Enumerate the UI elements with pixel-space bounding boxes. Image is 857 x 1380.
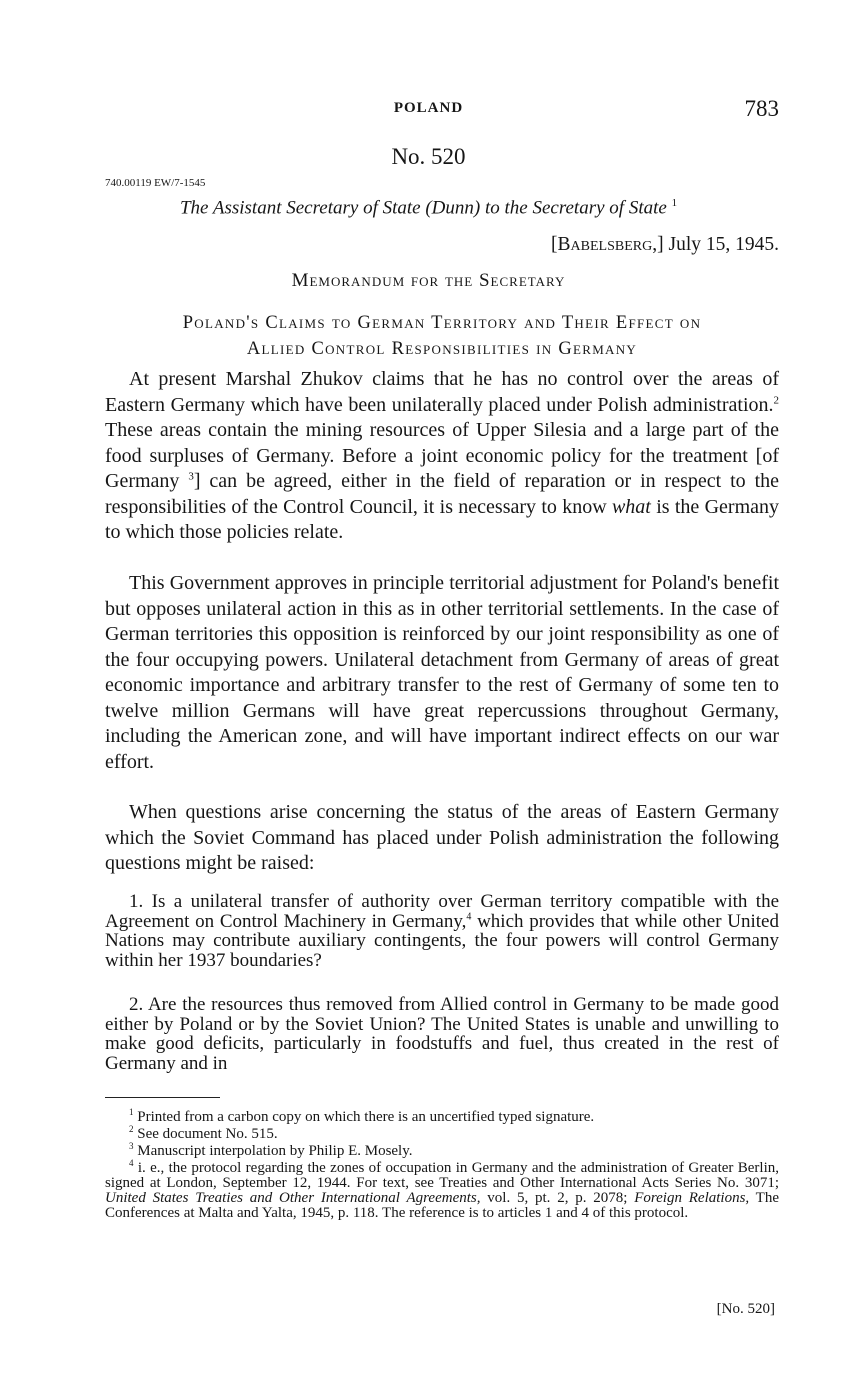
footnote-ref-2: 2 xyxy=(773,393,779,406)
footnote-4-text-a: i. e., the protocol regarding the zones of occupation in Germany and the administration of Greater Berlin, signed at London, September 12, 1944. For text, see Treaties and Other International Acts Series No. 3071; xyxy=(105,1160,779,1191)
footnote-ref-4: 4 xyxy=(466,911,472,923)
paragraph-1-emphasis: what xyxy=(611,495,651,518)
file-number: 740.00119 EW/7-1545 xyxy=(105,177,206,189)
author-line-text: The Assistant Secretary of State (Dunn) to the Secretary of State xyxy=(179,197,667,219)
footnote-1-mark: 1 xyxy=(129,1107,134,1117)
footnote-4-text-c: The Conferences at Malta and Yalta, 1945, p. 118. The reference is to articles 1 and 4 of this protocol. xyxy=(105,1190,779,1221)
paragraph-1 xyxy=(105,367,779,546)
question-1-text-a: 1. Is a unilateral transfer of authority over German territory compatible with the Agreement on Control Machinery in Germany, xyxy=(105,891,779,932)
footnote-2-mark: 2 xyxy=(129,1124,134,1134)
date: July 15, 1945. xyxy=(663,234,779,255)
footnote-3-mark: 3 xyxy=(129,1141,134,1151)
footnote-4-text-b: vol. 5, pt. 2, p. 2078; xyxy=(480,1190,635,1206)
footnote-2-text: See document No. 515. xyxy=(133,1126,278,1142)
document-number: No. 520 xyxy=(391,144,466,169)
footnote-4-italic-2: Foreign Relations, xyxy=(634,1190,750,1206)
footnote-3-text: Manuscript interpolation by Philip E. Mosely. xyxy=(133,1143,413,1159)
footnote-ref-3: 3 xyxy=(188,470,194,483)
footnote-4-mark: 4 xyxy=(129,1158,134,1168)
date-line xyxy=(551,234,779,256)
author-line xyxy=(0,197,857,219)
footnote-3 xyxy=(105,1141,779,1159)
memo-heading: Memorandum for the Secretary xyxy=(291,270,566,291)
footer-document-ref: [No. 520] xyxy=(716,1301,775,1317)
footnote-ref-1: 1 xyxy=(671,197,678,209)
paragraph-1-text-a: At present Marshal Zhukov claims that he has no control over the areas of Eastern Germany which have been unilaterally placed under Polish administration. xyxy=(105,368,779,416)
paragraph-3: When questions arise concerning the status of the areas of Eastern Germany which the Soviet Command has placed under Polish administration the following questions might be raised: xyxy=(105,801,779,874)
running-head: POLAND xyxy=(393,100,464,116)
paragraph-1-text-c: ] can be agreed, either in the field of reparation or in respect to the responsibilities of the Control Council, it is necessary to know xyxy=(105,470,780,518)
paragraph-1-text-b: These areas contain the mining resources of Upper Silesia and a large part of the food surpluses of Germany. Before a joint economic policy for the treatment [of Germany xyxy=(105,419,779,492)
footnote-1 xyxy=(105,1107,779,1125)
question-1-text-b: which provides that while other United Nations may contribute auxiliary contingents, the four powers will control Germany within her 1937 boundaries? xyxy=(105,910,779,971)
question-1 xyxy=(105,892,779,970)
subject-heading xyxy=(105,310,779,362)
date-place: Babelsberg xyxy=(557,234,653,255)
footnote-2 xyxy=(105,1124,779,1142)
paragraph-1-text-d: is the Germany to which those policies relate. xyxy=(105,495,780,543)
footnote-4-italic-1: United States Treaties and Other International Agreements, xyxy=(105,1190,481,1206)
date-bracket-close: ,] xyxy=(652,234,664,255)
footnote-4 xyxy=(105,1158,779,1221)
subject-line-2: Allied Control Responsibilities in Germany xyxy=(246,339,638,359)
subject-line-1: Poland's Claims to German Territory and Their Effect on xyxy=(182,313,702,333)
footnote-rule xyxy=(105,1097,220,1098)
question-2: 2. Are the resources thus removed from Allied control in Germany to be made good either by Poland or by the Soviet Union? The United States is unable and unwilling to make good deficits, particularly in foodstuffs and fuel, thus created in the rest of Germany and in xyxy=(105,994,779,1074)
date-bracket-open: [ xyxy=(551,234,558,255)
page-number: 783 xyxy=(744,96,779,121)
paragraph-2: This Government approves in principle territorial adjustment for Poland's benefit but opposes unilateral action in this as in other territorial settlements. In the case of German territories this opposition is reinforced by our joint responsibility as one of the four occupying powers. Unilateral detachment from Germany of areas of great economic importance and arbitrary transfer to the rest of Germany of some ten to twelve million Germans will have great repercussions throughout Germany, including the American zone, and will have important indirect effects on our war effort. xyxy=(105,572,779,773)
footnote-1-text: Printed from a carbon copy on which there is an uncertified typed signature. xyxy=(133,1109,595,1125)
